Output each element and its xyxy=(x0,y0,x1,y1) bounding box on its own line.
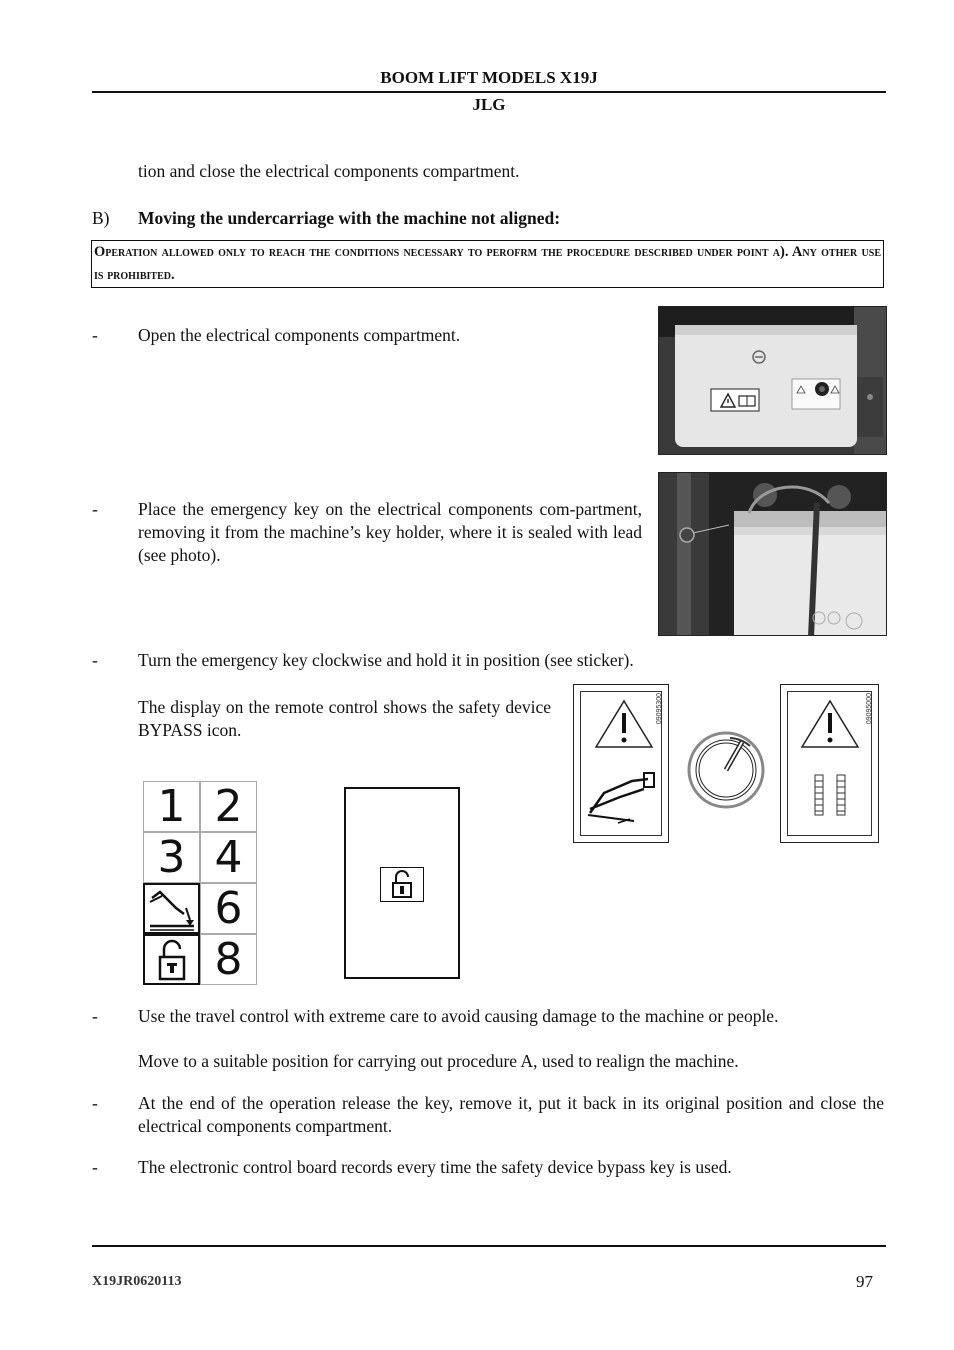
warning-label-icon xyxy=(711,389,759,411)
sticker-right-code: 09095000 xyxy=(866,693,873,725)
bullet-4: - xyxy=(92,1006,98,1026)
header-brand: JLG xyxy=(472,95,506,114)
sticker-right-graphic xyxy=(781,685,880,844)
step-5-text: At the end of the operation release the key, remove it, put it back in its original position and close the electrical components compartment. xyxy=(138,1093,884,1136)
display-note: The display on the remote control shows the safety device BYPASS icon. xyxy=(138,697,551,740)
bullet-2: - xyxy=(92,499,98,519)
display-cell-2: 2 xyxy=(200,781,257,832)
sticker-left-code: 09095300 xyxy=(656,693,663,725)
step-4-text: Use the travel control with extreme care to avoid causing damage to the machine or people. xyxy=(138,1006,779,1026)
key-photo-graphic xyxy=(659,473,887,636)
footer-rule xyxy=(92,1245,886,1247)
display-cell-3: 3 xyxy=(143,832,200,883)
bullet-6: - xyxy=(92,1157,98,1177)
step-3-text: Turn the emergency key clockwise and hold it in position (see sticker). xyxy=(138,650,634,670)
section-marker: B) xyxy=(92,208,110,228)
remote-display-grid xyxy=(143,781,258,986)
sticker-left-graphic xyxy=(574,685,670,844)
bypass-padlock-icon xyxy=(380,867,424,902)
step-1-text: Open the electrical components compartment. xyxy=(138,325,461,345)
bullet-5: - xyxy=(92,1093,98,1113)
compartment-photo-graphic xyxy=(659,307,887,455)
header-rule xyxy=(92,91,886,93)
display-cell-4: 4 xyxy=(200,832,257,883)
sticker-tilt-bypass xyxy=(573,684,669,843)
step-2-text: Place the emergency key on the electrical components com-partment, removing it from the machine’s key holder, where it is sealed with lead (see photo). xyxy=(138,499,642,565)
key-ring-icon xyxy=(680,528,694,542)
key-dial-icon xyxy=(686,730,766,810)
bullet-3: - xyxy=(92,650,98,670)
display-cell-8: 8 xyxy=(200,934,257,985)
intro-text: tion and close the electrical components compartment. xyxy=(138,161,520,181)
remote-display-panel xyxy=(344,787,460,979)
sticker-key-switch xyxy=(780,684,879,843)
padlock-open-icon xyxy=(143,934,200,985)
warning-box: Operation allowed only to reach the conditions necessary to perofrm the procedure described under point a). Any other use is prohibited. xyxy=(91,240,884,288)
section-heading: Moving the undercarriage with the machine not aligned: xyxy=(138,208,561,228)
display-cell-1: 1 xyxy=(143,781,200,832)
footer-doc-code: X19JR0620113 xyxy=(92,1274,182,1289)
boom-lift-icon xyxy=(588,773,654,823)
bullet-1: - xyxy=(92,325,98,345)
photo-emergency-key xyxy=(658,472,887,636)
display-cell-6: 6 xyxy=(200,883,257,934)
photo-electrical-compartment xyxy=(658,306,887,455)
move-note: Move to a suitable position for carrying out procedure A, used to realign the machine. xyxy=(138,1051,739,1071)
header-title: BOOM LIFT MODELS X19J xyxy=(380,68,598,87)
tilt-bypass-icon xyxy=(143,883,200,934)
rocker-switch-icon xyxy=(815,775,845,815)
step-6-text: The electronic control board records every time the safety device bypass key is used. xyxy=(138,1157,732,1177)
page-number: 97 xyxy=(856,1272,873,1291)
